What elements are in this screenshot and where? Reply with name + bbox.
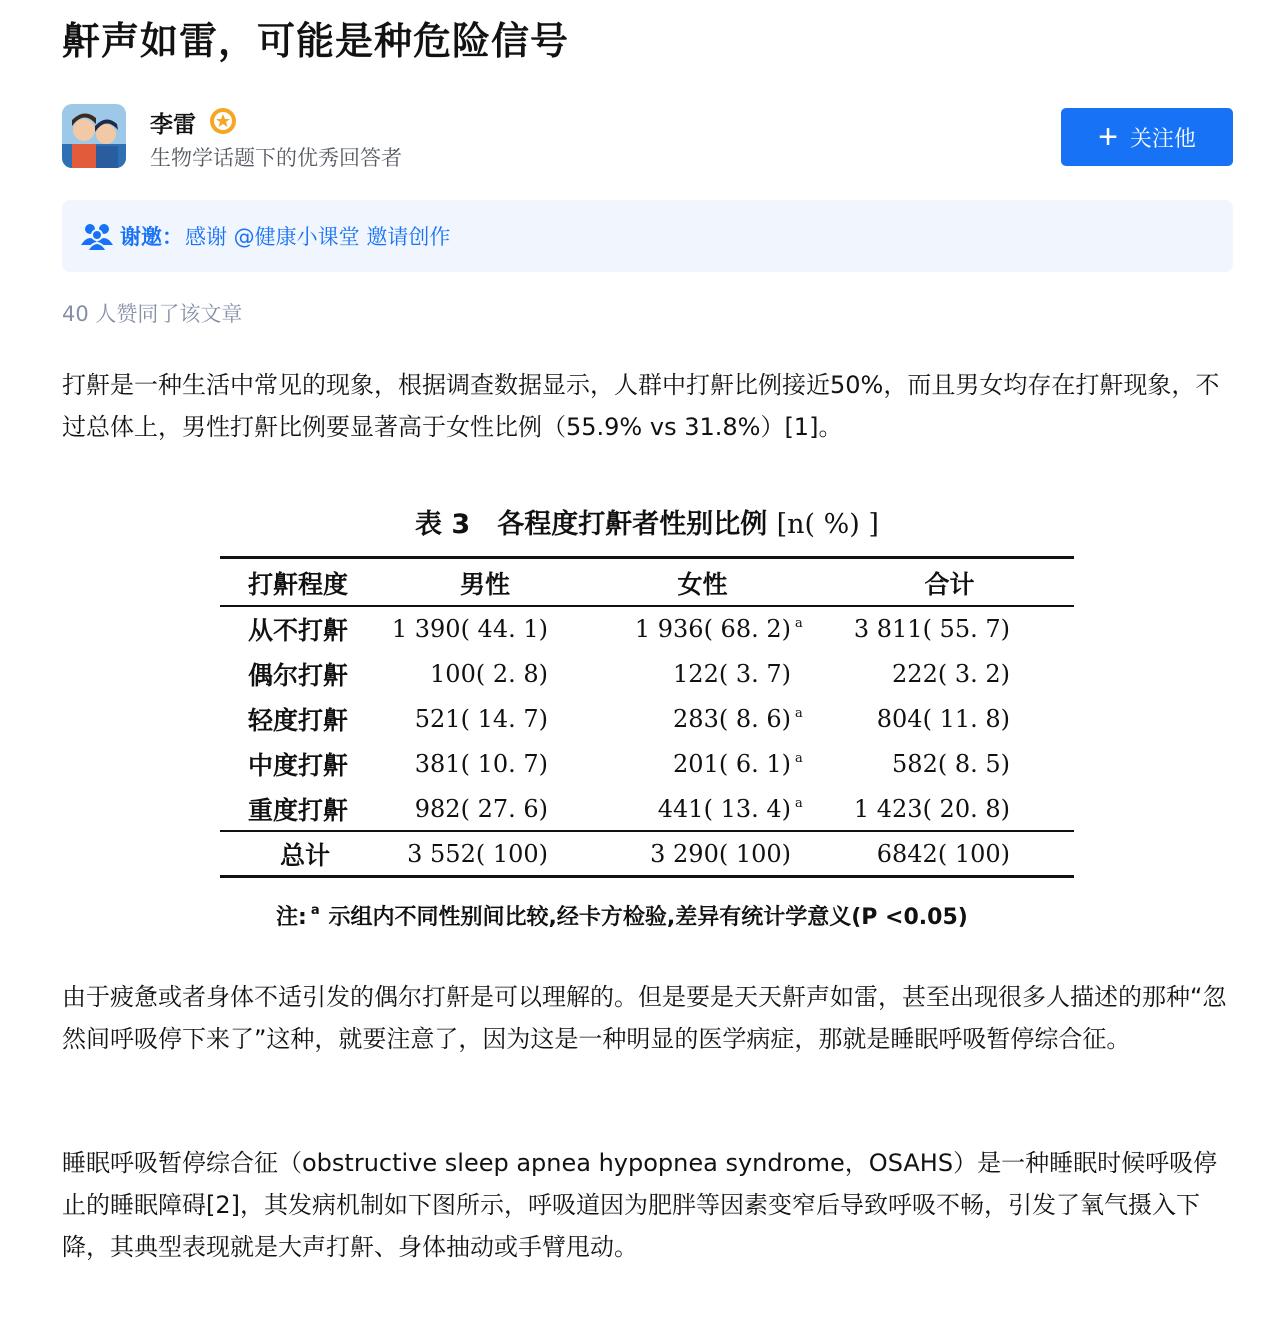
cell-female-value: 3 290( 100) bbox=[650, 839, 791, 868]
header-male: 男性 bbox=[459, 570, 510, 599]
row-label: 从不打鼾 bbox=[248, 615, 349, 645]
likes-count: 40 人赞同了该文章 bbox=[62, 302, 243, 326]
table-header-row bbox=[220, 560, 1074, 606]
cell-female-value: 201( 6. 1) bbox=[673, 749, 791, 778]
cell-female bbox=[580, 831, 825, 876]
author-description: 生物学话题下的优秀回答者 bbox=[150, 146, 402, 170]
header-female: 女性 bbox=[677, 570, 728, 599]
cell-male: 1 390( 44. 1) bbox=[391, 614, 548, 643]
author-name[interactable]: 李雷 bbox=[150, 112, 196, 138]
cell-total: 582( 8. 5) bbox=[892, 749, 1010, 778]
table-total-row bbox=[220, 831, 1074, 876]
table-top-rule bbox=[220, 556, 1074, 559]
table-row bbox=[220, 651, 1074, 696]
invite-label: 谢邀： bbox=[120, 225, 183, 249]
cell-female-value: 441( 13. 4) bbox=[657, 794, 791, 823]
row-label: 偶尔打鼾 bbox=[248, 660, 349, 690]
cell-male: 982( 27. 6) bbox=[414, 794, 548, 823]
plus-icon: + bbox=[1098, 118, 1118, 156]
invite-banner bbox=[62, 200, 1233, 272]
cell-male: 381( 10. 7) bbox=[414, 749, 548, 778]
cell-female bbox=[580, 696, 825, 741]
snoring-gender-table-figure bbox=[220, 494, 1074, 944]
significance-mark: a bbox=[795, 750, 803, 766]
header-degree: 打鼾程度 bbox=[248, 570, 349, 599]
invite-text[interactable]: 感谢 @健康小课堂 邀请创作 bbox=[185, 225, 451, 249]
cell-total: 804( 11. 8) bbox=[876, 704, 1010, 733]
cell-female-value: 122( 3. 7) bbox=[673, 659, 791, 688]
avatar[interactable] bbox=[62, 104, 126, 168]
cell-male: 100( 2. 8) bbox=[430, 659, 548, 688]
figure-title-main: 表 3 各程度打鼾者性别比例 bbox=[415, 509, 768, 540]
row-label: 中度打鼾 bbox=[248, 750, 349, 780]
table-row bbox=[220, 606, 1074, 651]
table-row bbox=[220, 696, 1074, 741]
article-title: 鼾声如雷，可能是种危险信号 bbox=[62, 19, 570, 63]
paragraph: 打鼾是一种生活中常见的现象，根据调查数据显示，人群中打鼾比例接近50%，而且男女均存在打鼾现象，不过总体上，男性打鼾比例要显著高于女性比例（55.9% vs 31.8%）[1]。 bbox=[62, 371, 1220, 441]
figure-title bbox=[220, 502, 1074, 541]
table-footnote bbox=[276, 900, 968, 931]
crowd-icon bbox=[80, 221, 114, 251]
row-label: 重度打鼾 bbox=[248, 795, 349, 825]
total-row-label: 总计 bbox=[279, 840, 330, 870]
header-total: 合计 bbox=[924, 570, 975, 599]
table-row bbox=[220, 741, 1074, 786]
cell-female bbox=[580, 651, 825, 696]
footnote-text: 示组内不同性别间比较,经卡方检验,差异有统计学意义(P <0.05) bbox=[328, 905, 968, 930]
cell-male: 521( 14. 7) bbox=[414, 704, 548, 733]
cell-female-value: 283( 8. 6) bbox=[673, 704, 791, 733]
significance-mark: a bbox=[795, 705, 803, 721]
excellent-answerer-badge-icon bbox=[208, 106, 238, 136]
figure-title-unit: [n( %) ] bbox=[776, 509, 879, 540]
cell-female bbox=[580, 741, 825, 786]
cell-male: 3 552( 100) bbox=[407, 839, 548, 868]
cell-female bbox=[580, 786, 825, 831]
significance-mark: a bbox=[795, 795, 803, 811]
follow-button[interactable] bbox=[1061, 108, 1233, 166]
significance-mark: a bbox=[795, 615, 803, 631]
cell-female bbox=[580, 606, 825, 651]
row-label: 轻度打鼾 bbox=[248, 705, 349, 735]
cell-total: 222( 3. 2) bbox=[892, 659, 1010, 688]
footnote-prefix: 注: bbox=[276, 905, 307, 930]
follow-button-label: 关注他 bbox=[1129, 125, 1196, 151]
cell-total: 6842( 100) bbox=[876, 839, 1010, 868]
paragraph: 由于疲惫或者身体不适引发的偶尔打鼾是可以理解的。但是要是天天鼾声如雷，甚至出现很多人描述的那种“忽然间呼吸停下来了”这种，就要注意了，因为这是一种明显的医学病症，那就是睡眠呼吸暂停综合征。 bbox=[62, 983, 1227, 1053]
paragraph: 睡眠呼吸暂停综合征（obstructive sleep apnea hypopnea syndrome，OSAHS）是一种睡眠时候呼吸停止的睡眠障碍[2]，其发病机制如下图所示，呼吸道因为肥胖等因素变窄后导致呼吸不畅，引发了氧气摄入下降，其典型表现就是大声打鼾、身体抽动或手臂甩动。 bbox=[62, 1149, 1218, 1261]
cell-total: 3 811( 55. 7) bbox=[853, 614, 1010, 643]
footnote-mark: a bbox=[310, 903, 320, 918]
cell-female-value: 1 936( 68. 2) bbox=[634, 614, 791, 643]
data-table bbox=[220, 560, 1074, 876]
table-row bbox=[220, 786, 1074, 831]
author-card bbox=[62, 104, 1233, 170]
cell-total: 1 423( 20. 8) bbox=[853, 794, 1010, 823]
